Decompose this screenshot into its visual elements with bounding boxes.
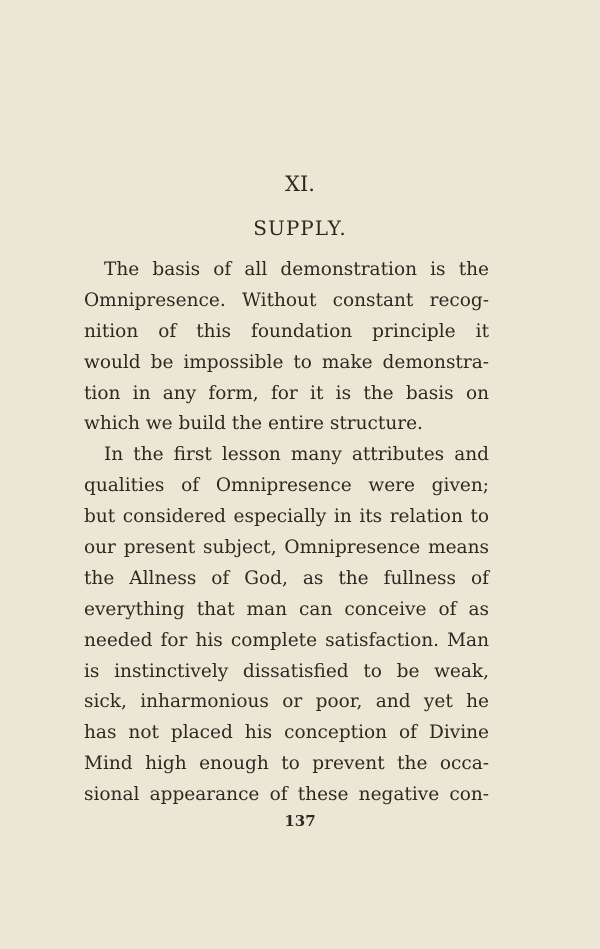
chapter-title: SUPPLY.: [253, 216, 347, 240]
text-line: is instinctively dissatisfied to be weak,: [84, 660, 489, 682]
text-line: would be impossible to make demonstra-: [84, 351, 489, 373]
text-line: nition of this foundation principle it: [84, 320, 489, 342]
text-line: sional appearance of these negative con-: [84, 784, 489, 806]
text-line: sick, inharmonious or poor, and yet he: [84, 691, 489, 713]
text-line: tion in any form, for it is the basis on: [84, 382, 489, 404]
text-line: needed for his complete satisfaction. Man: [84, 629, 489, 651]
text-line: has not placed his conception of Divine: [84, 722, 489, 744]
text-line: qualities of Omnipresence were given;: [84, 475, 489, 497]
chapter-number: XI.: [285, 172, 315, 196]
body-text: [84, 255, 489, 811]
text-line: the Allness of God, as the fullness of: [84, 567, 489, 589]
text-line: Omnipresence. Without constant recog-: [84, 289, 489, 311]
text-line: which we build the entire structure.: [84, 413, 423, 435]
text-line: The basis of all demonstration is the: [104, 259, 489, 280]
text-line: everything that man can conceive of as: [84, 598, 489, 620]
page-number: 137: [284, 812, 316, 830]
text-line: but considered especially in its relation to: [84, 506, 489, 528]
text-line: Mind high enough to prevent the occa-: [84, 753, 489, 775]
text-line: In the first lesson many attributes and: [104, 444, 489, 466]
text-line: our present subject, Omnipresence means: [84, 537, 489, 559]
